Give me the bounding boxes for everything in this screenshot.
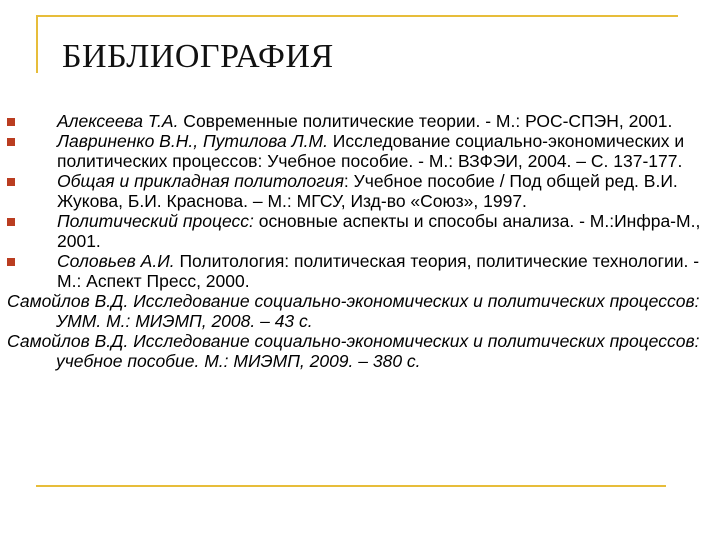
entry-text: Политология: политическая теория, политические технологии. - М.: Аспект Пресс, 2000. [57,251,700,291]
list-item [0,111,720,131]
list-item-unbulleted: Самойлов В.Д. Исследование социально-экономических и политических процессов: УММ. М.: МИЭМП, 2008. – 43 с. [7,291,700,331]
square-bullet-icon [7,138,15,146]
entry-text: основные аспекты и способы анализа. - М.:Инфра-М., 2001. [57,211,701,251]
bottom-rule [36,485,666,487]
entry-text: : Учебное пособие / Под общей ред. В.И. Жукова, Б.И. Краснова. – М.: МГСУ, Изд-во «Союз», 1997. [57,171,678,211]
entry-author: Лавриненко В.Н., Путилова Л.М. [57,131,328,151]
list-item [0,131,720,171]
left-rule [36,15,38,73]
entry-text: Современные политические теории. - М.: РОС-СПЭН, 2001. [178,111,673,131]
entry-author: Политический процесс: [57,211,254,231]
entry-text: Исследование социально-экономических и политических процессов: Учебное пособие. - М.: ВЗФЭИ, 2004. – С. 137-177. [57,131,685,171]
entry-author: Соловьев А.И. [57,251,175,271]
page-title: БИБЛИОГРАФИЯ [62,38,334,75]
top-rule [36,15,678,17]
entry-author: Алексеева Т.А. [57,111,179,131]
list-item-unbulleted: Самойлов В.Д. Исследование социально-экономических и политических процессов: учебное пособие. М.: МИЭМП, 2009. – 380 с. [7,331,700,371]
list-item [0,211,720,251]
list-item [0,251,720,291]
list-item [0,171,720,211]
bibliography-list [0,111,720,371]
square-bullet-icon [7,118,15,126]
square-bullet-icon [7,178,15,186]
square-bullet-icon [7,258,15,266]
square-bullet-icon [7,218,15,226]
entry-author: Общая и прикладная политология [57,171,344,191]
